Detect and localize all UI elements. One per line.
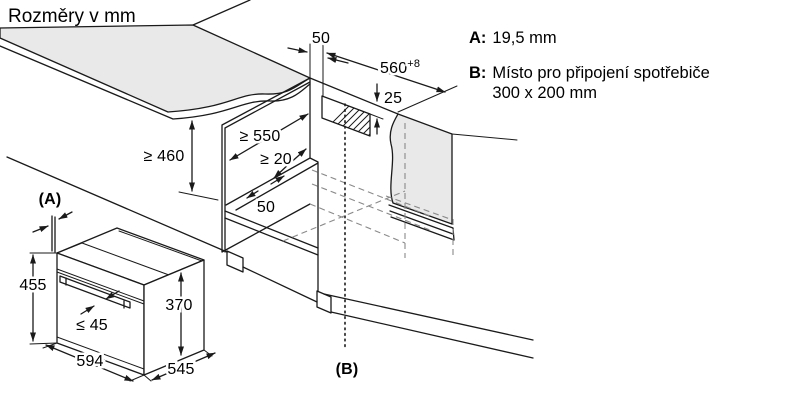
dim-appliance-height bbox=[19, 253, 57, 344]
dim-door-height-label: 370 bbox=[165, 297, 193, 314]
legend-key-b: B: bbox=[469, 64, 487, 82]
dim-vent-gap-label: 25 bbox=[384, 90, 403, 107]
dim-appliance-depth-label: 545 bbox=[167, 361, 195, 378]
right-panel-face bbox=[390, 114, 452, 224]
dim-rear-clearance-label: ≥ 20 bbox=[260, 151, 292, 168]
legend-value-b-line1: Místo pro připojení spotřebiče bbox=[492, 64, 710, 82]
dim-bottom-vent-label: 50 bbox=[256, 199, 276, 216]
b-locator bbox=[336, 104, 359, 378]
page-title: Rozměry v mm bbox=[8, 6, 136, 27]
bottom-shelf-edge bbox=[225, 211, 318, 255]
dim-appliance-width-label: 594 bbox=[76, 353, 104, 370]
dim-bottom-vent bbox=[247, 176, 284, 216]
vent-extension-line bbox=[370, 114, 383, 119]
label-point-b: (B) bbox=[335, 361, 359, 378]
dim-niche-depth-label: ≥ 550 bbox=[239, 128, 281, 145]
wall-corner-line bbox=[193, 0, 250, 25]
counter-continuation-line bbox=[452, 134, 517, 140]
legend-value-b-line2: 300 x 200 mm bbox=[492, 84, 597, 102]
dim-niche-width-label: $560^{+8}$ bbox=[380, 58, 421, 77]
dim-niche-height-label: ≥ 460 bbox=[143, 148, 185, 165]
countertop bbox=[0, 0, 310, 119]
cabinet-legs bbox=[227, 251, 331, 313]
label-point-a: (A) bbox=[38, 191, 62, 208]
dim-top-gap-label: 50 bbox=[311, 30, 331, 47]
dim-appliance-height-label: 455 bbox=[19, 277, 47, 294]
legend-key-a: A: bbox=[469, 29, 487, 47]
dim-handle-depth-label: ≤ 45 bbox=[76, 317, 108, 334]
countertop-top-surface bbox=[0, 25, 310, 112]
dim-point-a bbox=[33, 191, 72, 252]
dim-niche-height bbox=[144, 121, 218, 200]
legend-value-a: 19,5 mm bbox=[492, 29, 557, 47]
